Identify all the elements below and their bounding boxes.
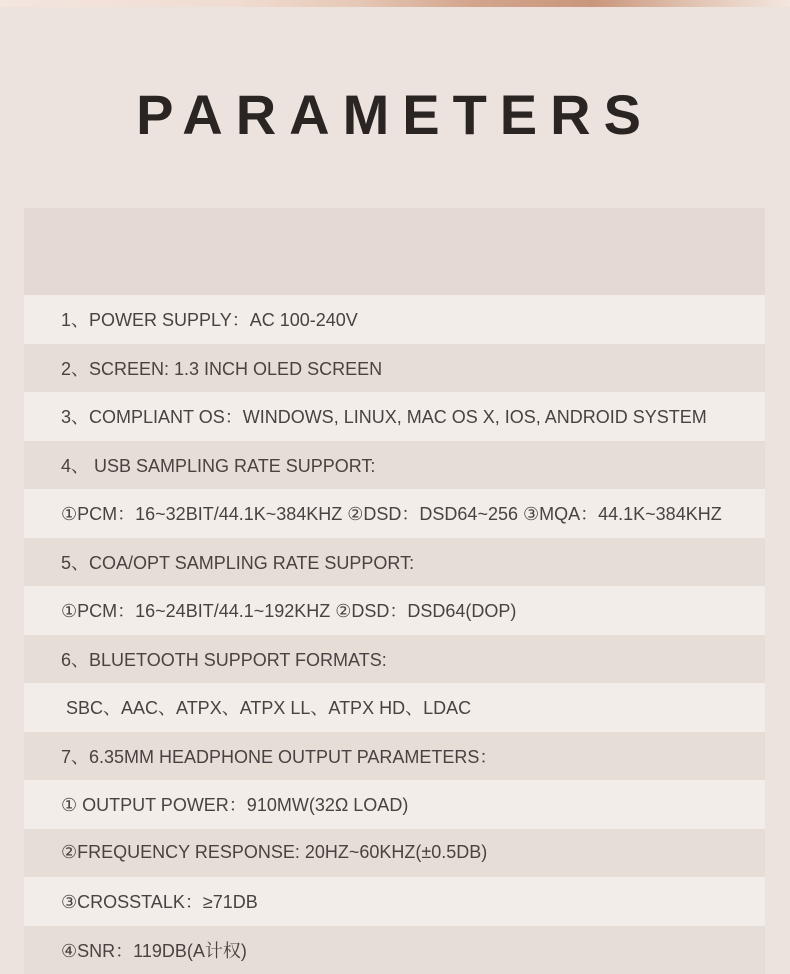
param-row-compliant-os: 3、COMPLIANT OS：WINDOWS, LINUX, MAC OS X, IOS, ANDROID SYSTEM — [24, 392, 765, 441]
param-row-coa-opt-heading: 5、COA/OPT SAMPLING RATE SUPPORT: — [24, 538, 765, 587]
param-row-screen: 2、SCREEN: 1.3 INCH OLED SCREEN — [24, 344, 765, 393]
param-row-frequency-response: ②FREQUENCY RESPONSE: 20HZ~60KHZ(±0.5DB) — [24, 829, 765, 878]
param-row-bluetooth-heading: 6、BLUETOOTH SUPPORT FORMATS: — [24, 635, 765, 684]
table-header-band — [24, 208, 765, 295]
param-row-power-supply: 1、POWER SUPPLY：AC 100-240V — [24, 295, 765, 344]
param-row-coa-opt-values: ①PCM：16~24BIT/44.1~192KHZ ②DSD：DSD64(DOP) — [24, 586, 765, 635]
param-row-usb-sampling-heading: 4、 USB SAMPLING RATE SUPPORT: — [24, 441, 765, 490]
param-row-bluetooth-formats: SBC、AAC、ATPX、ATPX LL、ATPX HD、LDAC — [24, 683, 765, 732]
param-row-headphone-heading: 7、6.35MM HEADPHONE OUTPUT PARAMETERS： — [24, 732, 765, 781]
param-row-crosstalk: ③CROSSTALK：≥71DB — [24, 877, 765, 926]
param-row-snr: ④SNR：119DB(A计权) — [24, 926, 765, 974]
parameters-table — [24, 208, 765, 974]
page-title: PARAMETERS — [0, 82, 790, 148]
param-row-output-power: ① OUTPUT POWER：910MW(32Ω LOAD) — [24, 780, 765, 829]
top-decorative-band — [0, 0, 790, 7]
param-row-usb-sampling-values: ①PCM：16~32BIT/44.1K~384KHZ ②DSD：DSD64~256 ③MQA：44.1K~384KHZ — [24, 489, 765, 538]
